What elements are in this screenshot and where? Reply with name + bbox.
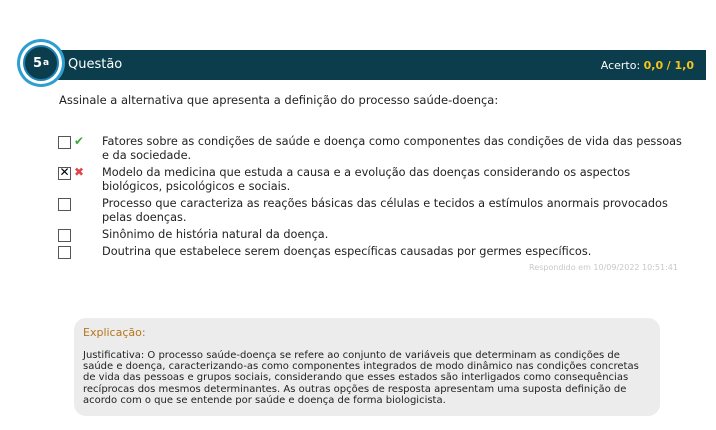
- check-icon: ✔: [74, 134, 85, 148]
- question-number: 5 a: [32, 55, 50, 71]
- answer-options: [58, 135, 688, 259]
- score: [601, 59, 694, 72]
- option-text: Doutrina que estabelece serem doenças específicas causadas por germes específicos.: [102, 245, 592, 258]
- option-checkbox[interactable]: [58, 246, 71, 259]
- answer-option[interactable]: [58, 245, 688, 259]
- score-label: Acerto:: [600, 59, 641, 72]
- option-text: Sinônimo de história natural da doença.: [102, 228, 329, 241]
- explanation-text: Justificativa: O processo saúde-doença se refere ao conjunto de variáveis que determinam as condições de saúde e doença, caracterizando-as como componentes integrados de modo dinâmico nas condições concretas de vida das pessoas e grupos sociais, considerando que esses estados são interligados como consequências recíprocas dos mesmos determinantes. As outras opções de resposta apresentam uma suposta definição de acordo com o que se entende por saúde e doença de forma biologicista.: [83, 350, 639, 406]
- option-text: Processo que caracteriza as reações básicas das células e tecidos a estímulos anormais provocados pelas doenças.: [102, 197, 668, 224]
- option-checkbox[interactable]: [58, 198, 71, 211]
- score-total: / 1,0: [666, 59, 694, 72]
- option-checkbox[interactable]: [58, 229, 71, 242]
- option-text: Modelo da medicina que estuda a causa e a evolução das doenças considerando os aspectos biológicos, psicológicos e sociais.: [102, 166, 631, 193]
- answer-option[interactable]: [58, 166, 688, 194]
- answer-option[interactable]: [58, 135, 688, 163]
- option-checkbox[interactable]: [58, 136, 71, 149]
- option-checkbox-checked[interactable]: [58, 167, 71, 180]
- option-text: Fatores sobre as condições de saúde e doença como componentes das condições de vida das pessoas e da sociedade.: [102, 135, 682, 162]
- cross-icon: ✖: [74, 165, 85, 179]
- score-value: 0,0: [643, 59, 664, 72]
- answer-option[interactable]: [58, 228, 688, 242]
- answer-option[interactable]: [58, 197, 688, 225]
- explanation-title: Explicação:: [83, 326, 146, 339]
- answered-timestamp: Respondido em 10/09/2022 10:51:41: [529, 263, 678, 272]
- question-text: Assinale a alternativa que apresenta a definição do processo saúde-doença:: [59, 93, 499, 107]
- question-title: Questão: [68, 57, 123, 72]
